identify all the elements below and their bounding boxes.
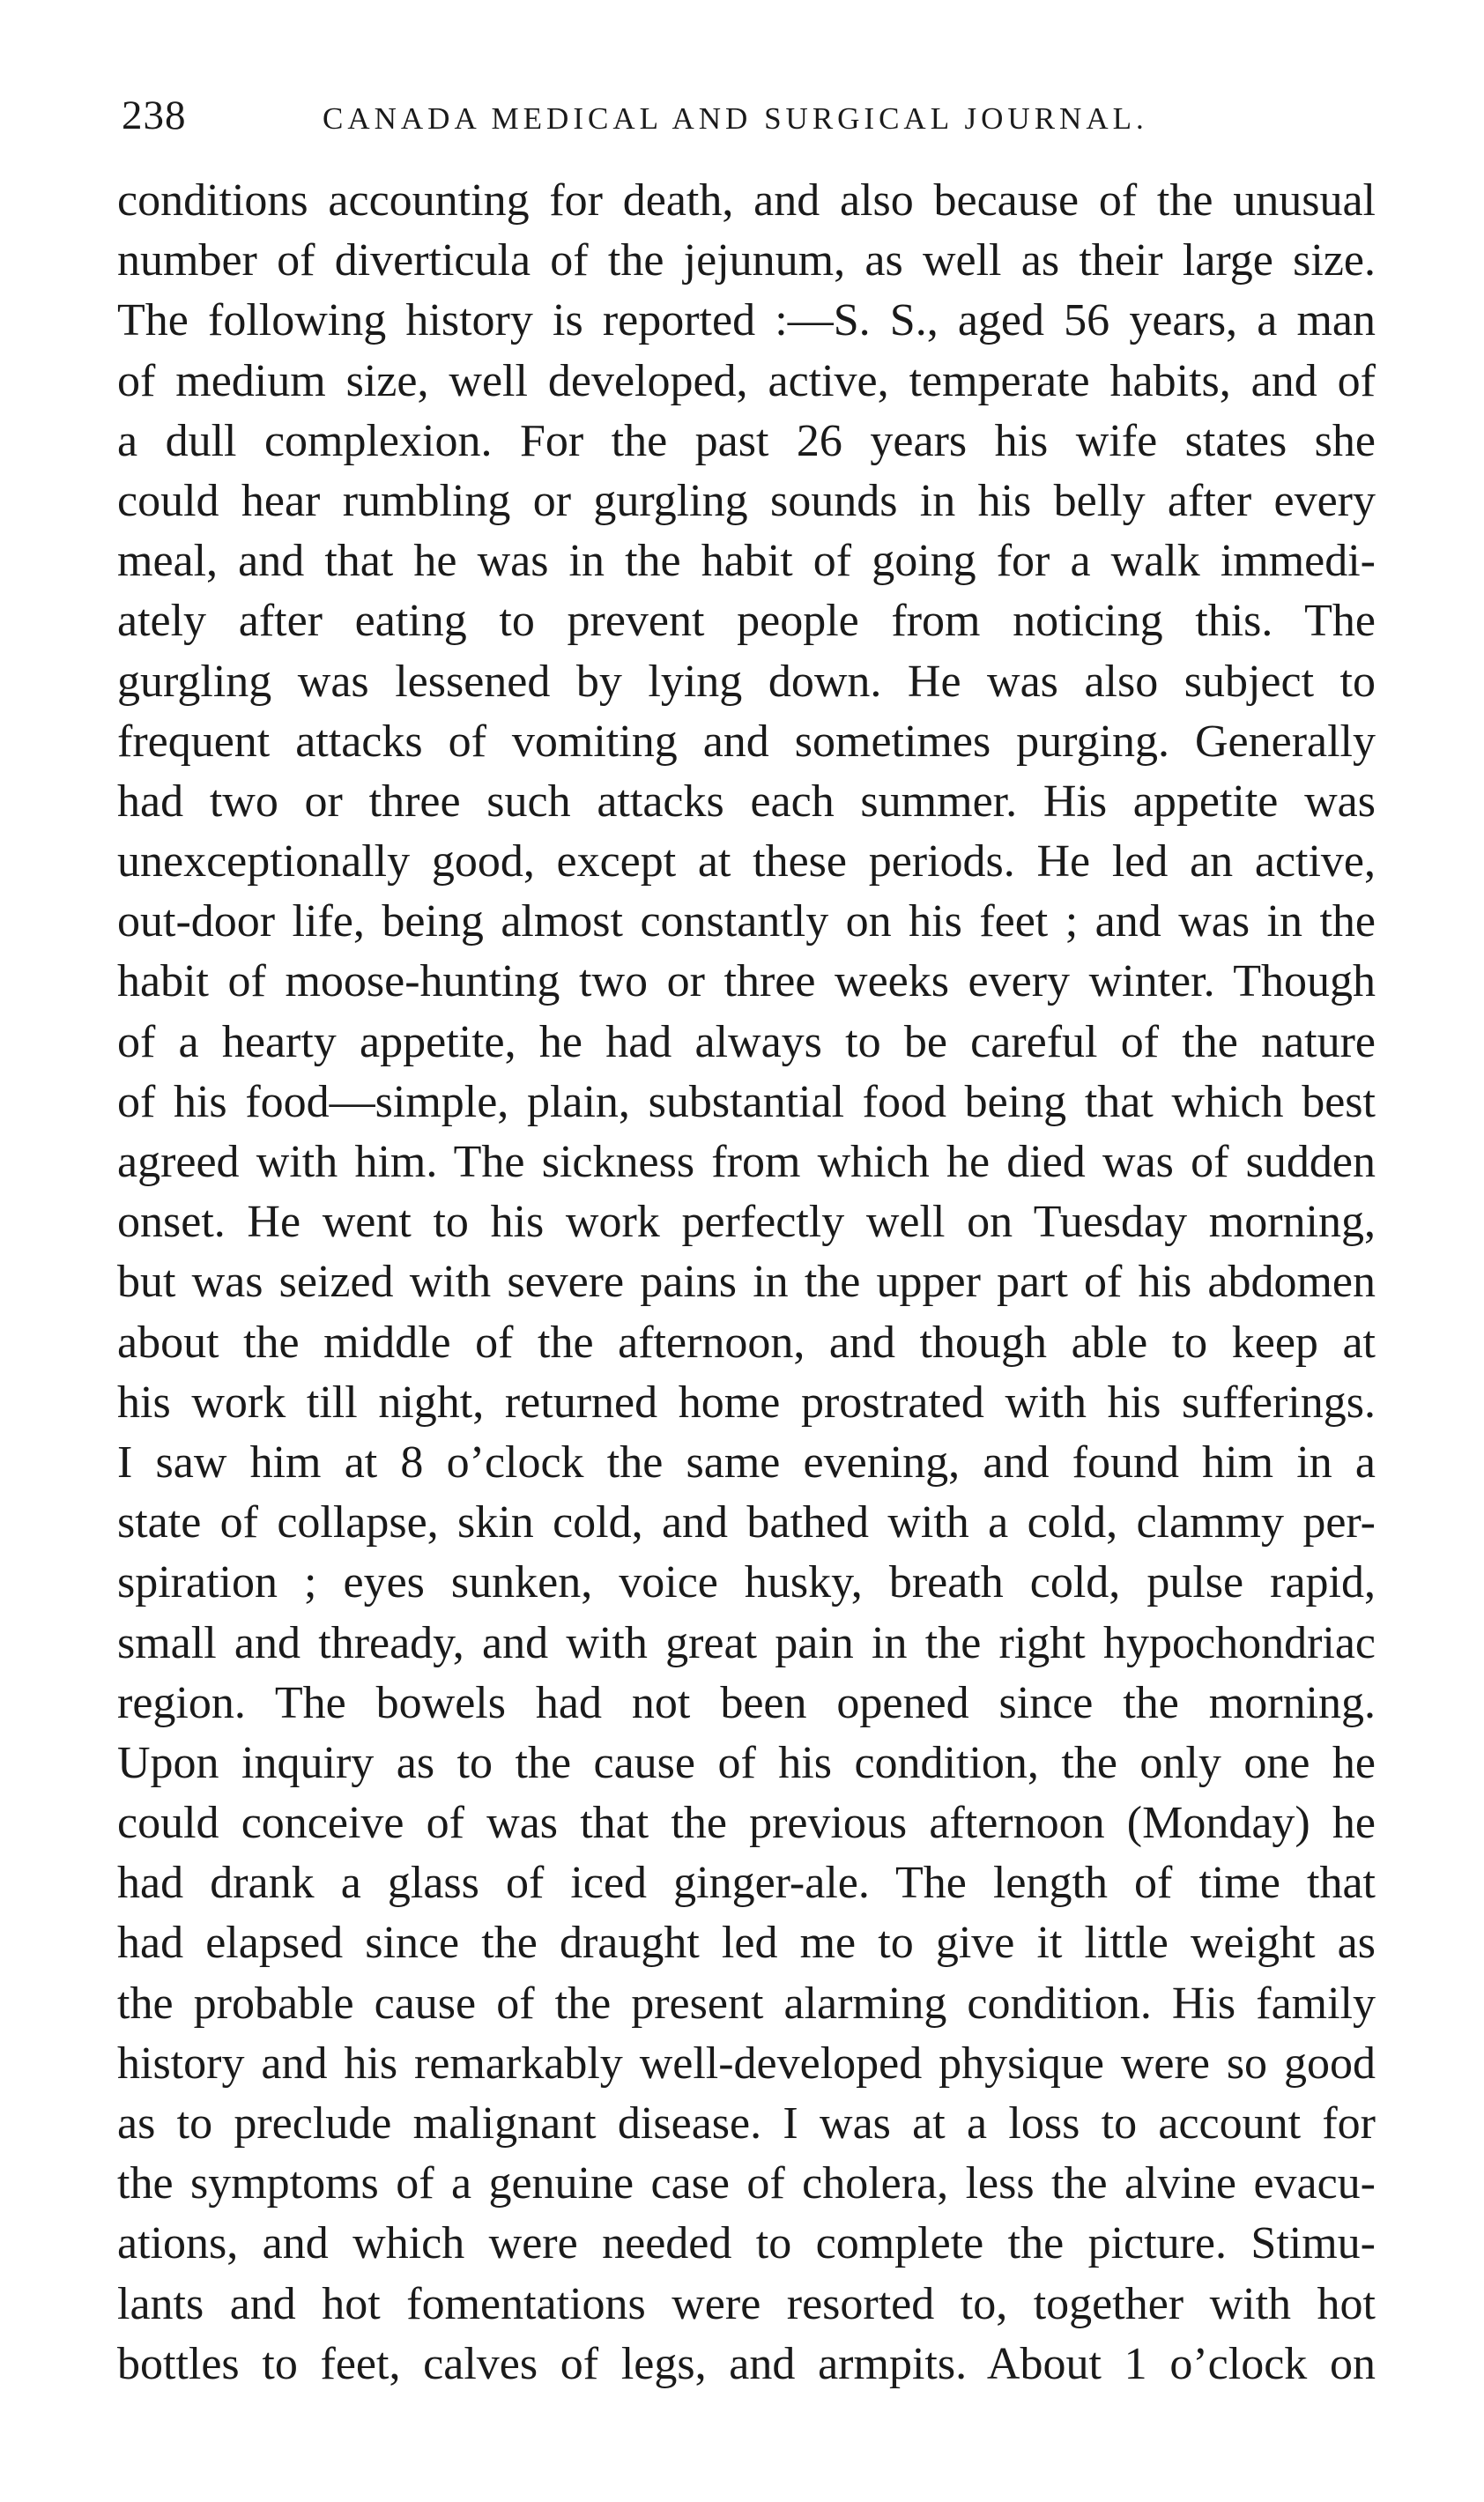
text-line: out-door life, being almost constantly on his feet ; and was in the (117, 896, 1376, 947)
text-line: ations, and which were needed to complete the picture. Stimu- (117, 2218, 1376, 2269)
text-line: onset. He went to his work perfectly well on Tuesday morning, (117, 1197, 1376, 1248)
text-line: could hear rumbling or gurgling sounds in his belly after every (117, 475, 1376, 526)
text-line: of medium size, well developed, active, temperate habits, and of (117, 355, 1376, 406)
text-line: had two or three such attacks each summer. His appetite was (117, 776, 1376, 827)
text-line: as to preclude malignant disease. I was at a loss to account for (117, 2098, 1376, 2149)
text-line: had elapsed since the draught led me to give it little weight as (117, 1918, 1376, 1969)
text-line: a dull complexion. For the past 26 years his wife states she (117, 415, 1376, 466)
text-line: his work till night, returned home prostrated with his sufferings. (117, 1377, 1376, 1428)
text-line: history and his remarkably well-developed physique were so good (117, 2038, 1376, 2089)
text-line: The following history is reported :—S. S., aged 56 years, a man (117, 295, 1376, 346)
page-number: 238 (122, 93, 187, 138)
text-line: state of collapse, skin cold, and bathed with a cold, clammy per- (117, 1497, 1376, 1548)
text-line: I saw him at 8 o’clock the same evening, and found him in a (117, 1437, 1376, 1488)
text-line: the probable cause of the present alarming condition. His family (117, 1978, 1376, 2029)
text-line: meal, and that he was in the habit of going for a walk immedi- (117, 536, 1376, 587)
text-line: agreed with him. The sickness from which he died was of sudden (117, 1137, 1376, 1187)
text-line: spiration ; eyes sunken, voice husky, breath cold, pulse rapid, (117, 1557, 1376, 1608)
text-line: conditions accounting for death, and also because of the unusual (117, 175, 1376, 226)
text-line: habit of moose-hunting two or three weeks every winter. Though (117, 956, 1376, 1007)
text-line: about the middle of the afternoon, and though able to keep at (117, 1317, 1376, 1368)
text-line: ately after eating to prevent people from noticing this. The (117, 596, 1376, 647)
running-head (122, 85, 1373, 146)
text-line: bottles to feet, calves of legs, and armpits. About 1 o’clock on (117, 2338, 1376, 2389)
text-line: but was seized with severe pains in the upper part of his abdomen (117, 1257, 1376, 1308)
text-line: frequent attacks of vomiting and sometimes purging. Generally (117, 716, 1376, 767)
article-body (117, 171, 1376, 2394)
text-line: region. The bowels had not been opened since the morning. (117, 1677, 1376, 1728)
text-line: lants and hot fomentations were resorted to, together with hot (117, 2278, 1376, 2329)
text-line: had drank a glass of iced ginger-ale. The length of time that (117, 1858, 1376, 1909)
text-line: of his food—simple, plain, substantial food being that which best (117, 1076, 1376, 1127)
text-line: gurgling was lessened by lying down. He was also subject to (117, 656, 1376, 707)
text-line: of a hearty appetite, he had always to be careful of the nature (117, 1016, 1376, 1067)
text-line: could conceive of was that the previous afternoon (Monday) he (117, 1798, 1376, 1849)
text-line: number of diverticula of the jejunum, as well as their large size. (117, 235, 1376, 286)
text-line: Upon inquiry as to the cause of his condition, the only one he (117, 1737, 1376, 1788)
journal-title: CANADA MEDICAL AND SURGICAL JOURNAL. (323, 101, 1148, 136)
text-line: unexceptionally good, except at these periods. He led an active, (117, 836, 1376, 887)
text-line: small and thready, and with great pain in the right hypochondriac (117, 1617, 1376, 1668)
text-line: the symptoms of a genuine case of cholera, less the alvine evacu- (117, 2158, 1376, 2209)
